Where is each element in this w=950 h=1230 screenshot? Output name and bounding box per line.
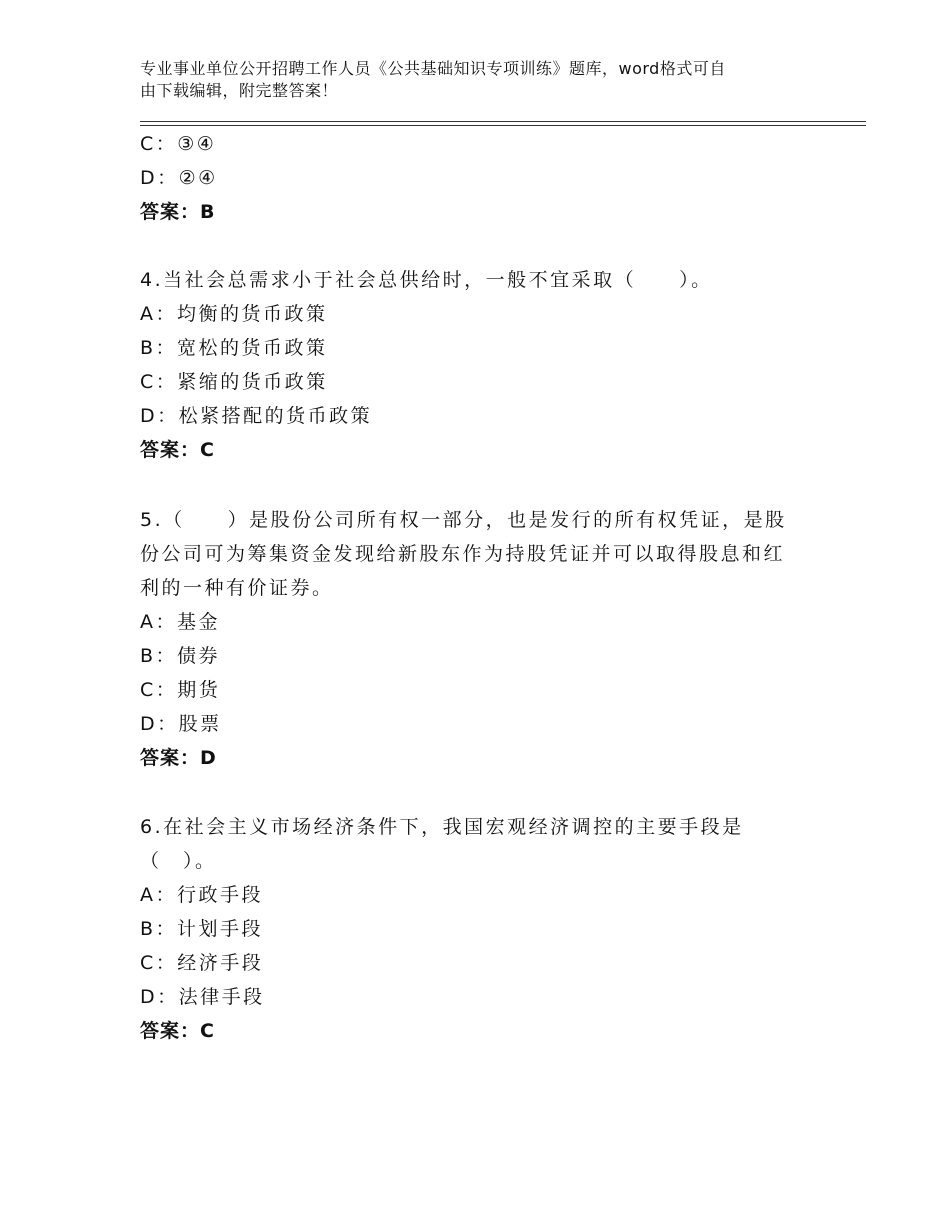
q6-option-d: D：法律手段 bbox=[140, 986, 265, 1008]
q4-option-d: D：松紧搭配的货币政策 bbox=[140, 405, 373, 427]
header-line-2: 由下载编辑，附完整答案！ bbox=[140, 81, 339, 100]
prev-option-c: C：③④ bbox=[140, 133, 217, 155]
q6-option-b: B：计划手段 bbox=[140, 918, 264, 940]
q6-stem-line-2: （ ）。 bbox=[140, 850, 217, 872]
document-header bbox=[140, 58, 810, 102]
q5-option-b: B：债券 bbox=[140, 645, 221, 667]
prev-option-d: D：②④ bbox=[140, 167, 218, 189]
q4-stem-line-1: 4.当社会总需求小于社会总供给时，一般不宜采取（ ）。 bbox=[140, 269, 713, 291]
q5-stem-line-1: 5.（ ）是股份公司所有权一部分，也是发行的所有权凭证，是股 bbox=[140, 509, 787, 531]
q5-answer: 答案：D bbox=[140, 747, 217, 769]
q6-answer: 答案：C bbox=[140, 1020, 215, 1042]
q5-option-c: C：期货 bbox=[140, 679, 221, 701]
q5-option-a: A：基金 bbox=[140, 611, 220, 633]
header-rule-top bbox=[140, 121, 866, 122]
q6-option-a: A：行政手段 bbox=[140, 884, 263, 906]
q4-option-a: A：均衡的货币政策 bbox=[140, 303, 328, 325]
header-rule-bottom bbox=[140, 125, 866, 126]
q6-option-c: C：经济手段 bbox=[140, 952, 264, 974]
q5-stem-line-2: 份公司可为筹集资金发现给新股东作为持股凭证并可以取得股息和红 bbox=[140, 543, 786, 565]
q4-option-b: B：宽松的货币政策 bbox=[140, 337, 328, 359]
q4-option-c: C：紧缩的货币政策 bbox=[140, 371, 328, 393]
q6-stem-line-1: 6.在社会主义市场经济条件下，我国宏观经济调控的主要手段是 bbox=[140, 816, 744, 838]
q5-stem-line-3: 利的一种有价证券。 bbox=[140, 577, 334, 599]
prev-answer: 答案：B bbox=[140, 201, 216, 223]
q4-answer: 答案：C bbox=[140, 439, 215, 461]
header-line-1: 专业事业单位公开招聘工作人员《公共基础知识专项训练》题库，word格式可自 bbox=[140, 59, 726, 78]
q5-option-d: D：股票 bbox=[140, 713, 222, 735]
